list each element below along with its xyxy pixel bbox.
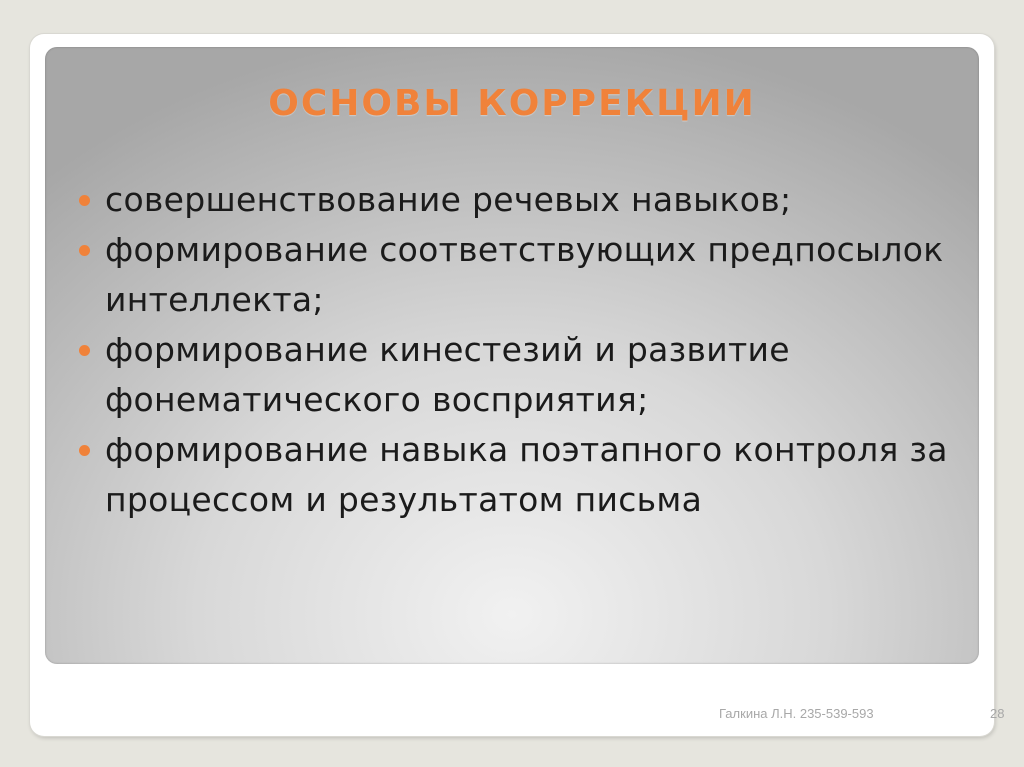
bullet-text: формирование соответствующих предпосылок интеллекта; [105, 230, 944, 319]
bullet-dot-icon [79, 445, 90, 456]
bullet-text: формирование кинестезий и развитие фонематического восприятия; [105, 330, 790, 419]
bullet-list [77, 175, 957, 525]
bullet-dot-icon [79, 345, 90, 356]
slide-title: ОСНОВЫ КОРРЕКЦИИ [268, 83, 756, 124]
bullet-text: формирование навыка поэтапного контроля за процессом и результатом письма [105, 430, 948, 519]
page-number: 28 [990, 706, 1005, 721]
bullet-text: совершенствование речевых навыков; [105, 180, 792, 219]
slide [30, 34, 1005, 736]
bullet-dot-icon [79, 195, 90, 206]
bullet-item [77, 225, 957, 325]
content-panel [45, 47, 979, 664]
footer-author: Галкина Л.Н. 235-539-593 [719, 706, 874, 721]
bullet-item [77, 175, 957, 225]
bullet-item [77, 325, 957, 425]
bullet-dot-icon [79, 245, 90, 256]
bullet-item [77, 425, 957, 525]
